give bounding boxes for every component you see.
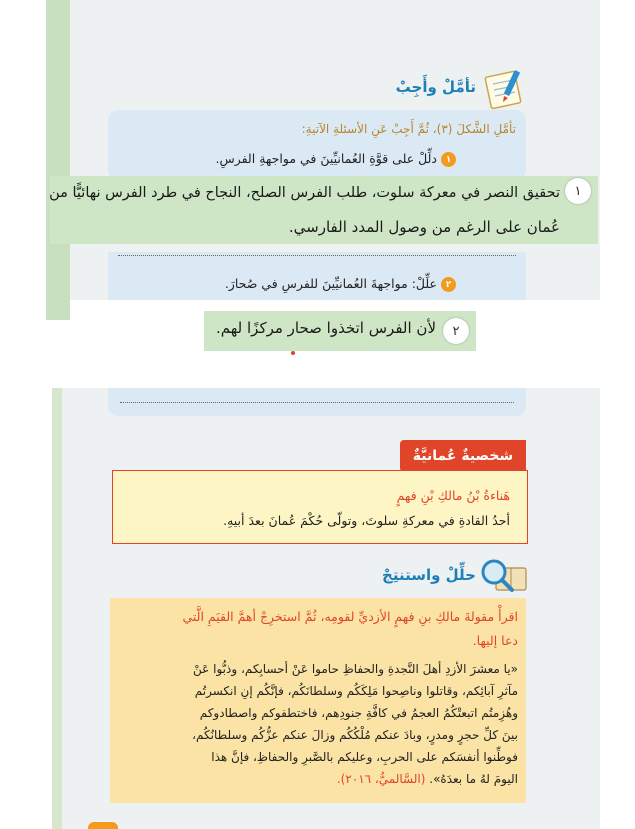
answer-1-line-2: عُمان على الرغم من وصول المدد الفارسي.	[288, 218, 560, 236]
magnifier-book-icon	[478, 556, 530, 596]
questions-prompt: تأمَّلِ الشَّكلَ (٣)، ثُمَّ أَجِبْ عَنِ الأسئلةِ الآتيةِ:	[301, 122, 516, 136]
quote-line-2: مآثرِ آبائِكم، وقاتلوا وناصِحوا مَلِكَكُم وسلطانَكُم، فإنَّكُم إنِ انكسرتُم	[194, 684, 518, 698]
section1-heading: تأمَّلْ وأَجِبْ	[395, 78, 476, 96]
answer-2-text: لأن الفرس اتخذوا صحار مركزًا لهم.	[216, 319, 436, 337]
quote-ending: اليومَ لهُ ما بعدَهُ».	[429, 772, 518, 786]
quote-line-3: وهُزِمتُم اتبعتْكُمُ العجمُ في كافَّةِ جنودِهم، فاختطفوكم واصطادوكم	[199, 706, 518, 720]
quote-line-6	[118, 772, 518, 786]
question-1-number: ١	[441, 152, 456, 167]
notepad-pencil-icon	[482, 66, 528, 112]
omani-personality-box	[112, 470, 528, 544]
answer-1-number: ١	[565, 178, 591, 204]
personality-name: هَناءةُ بْنُ مالكِ بْنِ فهمٍ	[396, 488, 510, 503]
omani-personality-bookmark	[400, 440, 526, 472]
bottom-orange-tab	[88, 822, 118, 829]
section2-heading: حلِّلْ واستنتِجْ	[382, 566, 476, 584]
quote-line-1: «يا معشرَ الأزدِ أهلَ النَّجدةِ والحفاظِ حاموا عَنْ أحسابِكم، وذبُّوا عَنْ	[193, 662, 518, 676]
analysis-prompt-line-2: دعا إليها.	[472, 633, 518, 648]
page-left-strip	[46, 0, 70, 320]
quote-line-4: بينَ كلِّ حجرٍ ومدرٍ، وبادَ عنكم مُلْكُكُم وزالَ عنكم عزُّكُم وسلطانُكُم،	[192, 728, 518, 742]
bookmark-label: شخصيةٌ عُمانيَّةٌ	[412, 448, 514, 464]
page-left-strip-bottom	[52, 388, 62, 829]
question-1-text: دلِّلْ على قوَّةِ العُمانيِّينَ في مواجهةِ الفرسِ.	[215, 151, 437, 166]
answer-1-line-1: تحقيق النصر في معركة سلوت، طلب الفرس الصلح، النجاح في طرد الفرس نهائيًّا من	[49, 185, 560, 201]
red-dot-marker	[291, 351, 295, 355]
questions-box	[108, 110, 526, 180]
quote-citation: (السَّالميُّ، ٢٠١٦).	[336, 772, 426, 786]
analysis-prompt-line-1: اقرأْ مقولةَ مالكِ بنِ فهمٍ الأزديِّ لقومِه، ثُمَّ استخرِجْ أهمَّ القيَمِ الَّتي	[182, 609, 518, 624]
personality-description: أحدُ القادةِ في معركةِ سلوتَ، وتولّى حُكْمَ عُمانَ بعدَ أبيهِ.	[223, 513, 510, 528]
question-2-text: علِّلْ: مواجهةَ العُمانيِّينَ للفرسِ في صُحارَ.	[224, 276, 437, 291]
answer-2-number: ٢	[443, 318, 469, 344]
answer-dotted-line-1	[118, 255, 516, 256]
question-2-number: ٢	[441, 277, 456, 292]
answer-dotted-line-2	[120, 402, 514, 403]
quote-line-5: فوطِّنوا أنفسَكم على الحربِ، وعليكم بالصَّبرِ والحفاظِ، فإنَّ هذا	[211, 750, 518, 764]
